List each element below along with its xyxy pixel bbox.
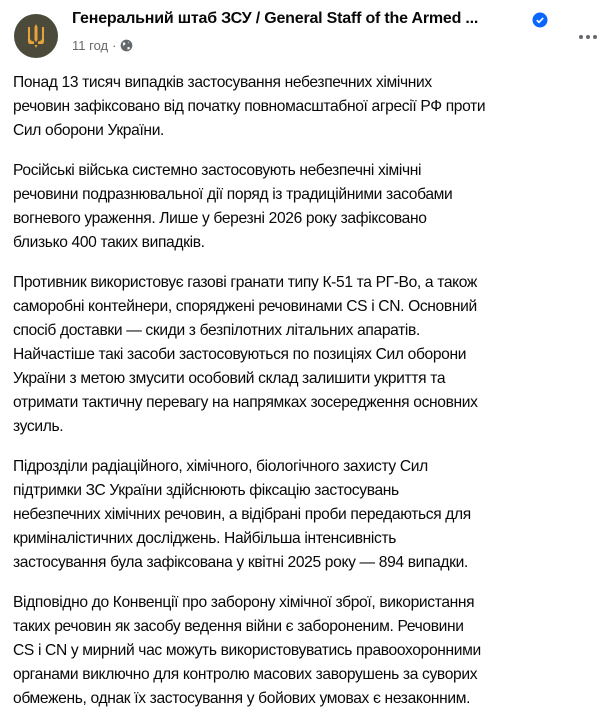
text-line: саморобні контейнери, споряджені речовинами CS і CN. Основний (13, 298, 477, 315)
text-line: України з метою змусити особовий склад залишити укриття та (13, 370, 446, 387)
post-time[interactable]: 11 год (72, 38, 109, 53)
text-line: Російські війська системно застосовують небезпечні хімічні (13, 162, 422, 179)
paragraph (13, 71, 485, 143)
text-line: органами виключно для контролю масових заворушень за суворих (13, 666, 478, 683)
post-meta (72, 38, 133, 53)
paragraph (13, 159, 485, 255)
text-line: Противник використовує газові гранати типу К-51 та РГ-Во, а також (13, 274, 478, 291)
verified-badge-icon (532, 12, 548, 28)
author-name[interactable]: Генеральний штаб ЗСУ / General Staff of the Armed ... (72, 10, 479, 27)
paragraph (13, 271, 485, 439)
more-options-button[interactable] (574, 26, 602, 48)
paragraph (13, 455, 485, 575)
text-line: Підрозділи радіаційного, хімічного, біологічного захисту Сил (13, 458, 428, 475)
text-line: близько 400 таких випадків. (13, 234, 205, 251)
text-line: обмежень, однак їх застосування у бойових умовах є незаконним. (13, 690, 471, 707)
text-line: зусиль. (13, 418, 64, 435)
text-line: речовин зафіксовано від початку повномасштабної агресії РФ проти (13, 98, 486, 115)
page-avatar[interactable] (14, 14, 58, 58)
trident-logo-icon (26, 23, 46, 49)
text-line: небезпечних хімічних речовин, а відібрані проби передаються для (13, 506, 471, 523)
text-line: Найчастіше такі засоби застосовуються по позиціях Сил оборони (13, 346, 467, 363)
text-line: Понад 13 тисяч випадків застосування небезпечних хімічних (13, 74, 432, 91)
text-line: Відповідно до Конвенції про заборону хімічної зброї, використання (13, 594, 475, 611)
text-line: вогневого ураження. Лише у березні 2026 року зафіксовано (13, 210, 427, 227)
text-line: криміналістичних досліджень. Найбільша інтенсивність (13, 530, 397, 547)
text-line: спосіб доставки — скиди з безпілотних літальних апаратів. (13, 322, 420, 339)
text-line: застосування була зафіксована у квітні 2025 року — 894 випадки. (13, 554, 468, 571)
text-line: таких речовин як засобу ведення війни є забороненим. Речовини (13, 618, 464, 635)
meta-separator: · (112, 38, 117, 53)
text-line: підтримки ЗС України здійснюють фіксацію застосувань (13, 482, 399, 499)
post-body (13, 71, 485, 727)
text-line: отримати тактичну перевагу на напрямках зосередження основних (13, 394, 478, 411)
paragraph (13, 591, 485, 711)
text-line: Сил оборони України. (13, 122, 165, 139)
globe-icon (120, 39, 133, 52)
text-line: CS і CN у мирний час можуть використовуватись правоохоронними (13, 642, 481, 659)
text-line: речовини подразнювальної дії поряд із традиційними засобами (13, 186, 453, 203)
